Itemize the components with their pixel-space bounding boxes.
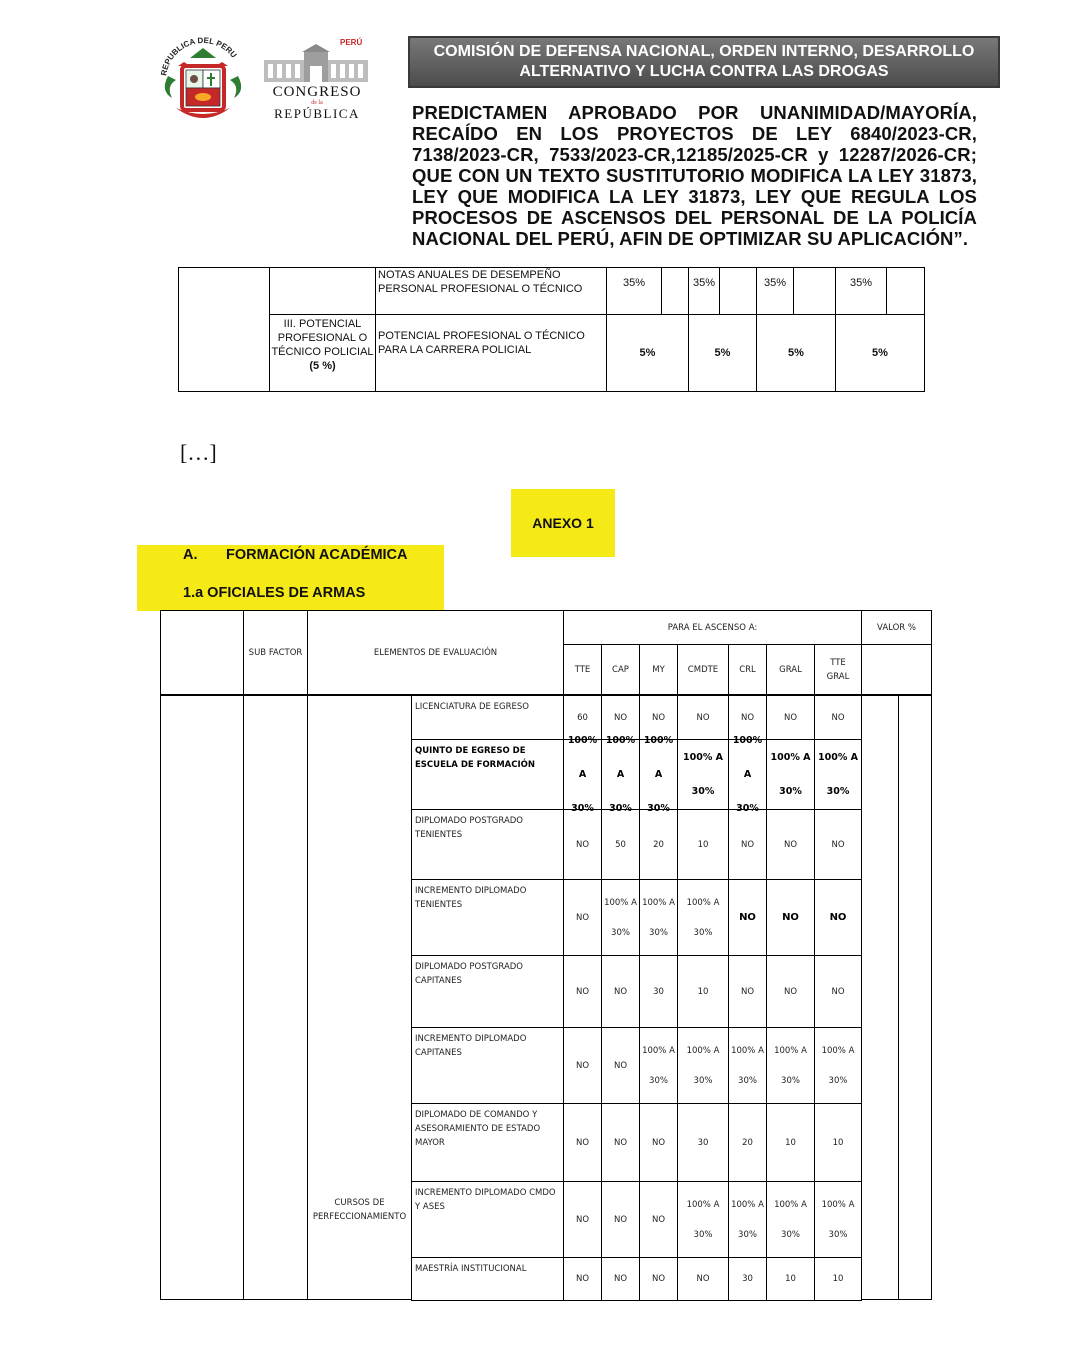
- row-value: 100% A 30%: [728, 1027, 767, 1104]
- row-value: NO: [814, 955, 862, 1028]
- table1-spacer: [661, 267, 689, 315]
- row-value: 100% A 30%: [639, 1027, 678, 1104]
- section-letter: A.: [183, 547, 198, 563]
- row-value: NO: [563, 1027, 602, 1104]
- table1-row1-value: 35%: [688, 267, 720, 315]
- row-value: NO: [601, 695, 640, 740]
- header-empty-cell: [160, 610, 244, 695]
- row-value: NO: [563, 1257, 602, 1301]
- row-value: 100% A 30%: [766, 1027, 815, 1104]
- row-value: 50: [601, 809, 640, 880]
- table1-empty-subfactor: [269, 267, 376, 315]
- row-value: 10: [766, 1103, 815, 1182]
- row-value: NO: [639, 1257, 678, 1301]
- table1-row2-value: 5%: [606, 314, 689, 392]
- row-value: NO: [601, 1181, 640, 1258]
- seal-text: REPUBLICA DEL PERU: [159, 36, 239, 77]
- row-value: 30: [728, 1257, 767, 1301]
- row-value: 60: [563, 695, 602, 740]
- row-value: NO: [601, 1103, 640, 1182]
- row-value: 100% A 30%: [766, 1181, 815, 1258]
- table1-row1-desc: NOTAS ANUALES DE DESEMPEÑO PERSONAL PROFESIONAL O TÉCNICO: [375, 267, 607, 315]
- row-value: NO: [639, 1181, 678, 1258]
- row-label: QUINTO DE EGRESO DE ESCUELA DE FORMACIÓN: [411, 739, 564, 810]
- row-value: 100% A 30%: [814, 1027, 862, 1104]
- logo-dela-text: de la: [311, 100, 323, 106]
- row-value: NO: [677, 1257, 729, 1301]
- row-value: 100% A 30%: [563, 739, 602, 810]
- row-value: NO: [814, 879, 862, 956]
- row-value: NO: [728, 879, 767, 956]
- table1-row1-value: 35%: [756, 267, 794, 315]
- section-heading-box: [137, 545, 444, 611]
- row-value: 10: [677, 955, 729, 1028]
- logo-republica-text: REPÚBLICA: [274, 106, 360, 121]
- congress-building-icon: [264, 42, 368, 84]
- row-label: DIPLOMADO POSTGRADO TENIENTES: [411, 809, 564, 880]
- table1-row2-value: 5%: [756, 314, 836, 392]
- group-label: CURSOS DE PERFECCIONAMIENTO: [312, 1198, 407, 1222]
- row-value: NO: [639, 695, 678, 740]
- row-label: LICENCIATURA DE EGRESO: [411, 695, 564, 740]
- row-value: NO: [601, 1027, 640, 1104]
- row-value: 100% A 30%: [677, 1181, 729, 1258]
- row-value: NO: [766, 695, 815, 740]
- row-value: 100% A 30%: [814, 1181, 862, 1258]
- row-value: NO: [728, 809, 767, 880]
- row-value: NO: [563, 1103, 602, 1182]
- row-value: 100% A 30%: [677, 739, 729, 810]
- valor-cell: [898, 695, 932, 1300]
- row-label: INCREMENTO DIPLOMADO CMDO Y ASES: [411, 1181, 564, 1258]
- row-value: NO: [677, 695, 729, 740]
- rank-header: TTE: [563, 644, 602, 695]
- row-value: 100% A 30%: [814, 739, 862, 810]
- table1-row1-value: 35%: [606, 267, 662, 315]
- table1-row2-value: 5%: [835, 314, 925, 392]
- rank-header: TTE GRAL: [814, 644, 862, 695]
- row-value: 10: [677, 809, 729, 880]
- rank-header: CRL: [728, 644, 767, 695]
- row-value: NO: [766, 955, 815, 1028]
- row-value: 10: [766, 1257, 815, 1301]
- row-label: INCREMENTO DIPLOMADO CAPITANES: [411, 1027, 564, 1104]
- row-value: 100% A 30%: [728, 1181, 767, 1258]
- table1-row2-subfactor-label: III. POTENCIAL PROFESIONAL O TÉCNICO POLICIAL: [271, 318, 374, 358]
- row-label: DIPLOMADO POSTGRADO CAPITANES: [411, 955, 564, 1028]
- table1-row2-value: 5%: [688, 314, 757, 392]
- table1-row1-value: 35%: [835, 267, 887, 315]
- header-para-ascenso: PARA EL ASCENSO A:: [563, 610, 862, 645]
- row-value: 100% A 30%: [728, 739, 767, 810]
- header-valor: VALOR %: [861, 610, 932, 645]
- body-empty-cell: [160, 695, 244, 1300]
- header-valor-empty: [861, 644, 932, 695]
- group-label-cell: [307, 695, 412, 1300]
- row-value: 100% A 30%: [766, 739, 815, 810]
- logo-congreso-text: CONGRESO: [272, 84, 362, 100]
- row-value: NO: [601, 1257, 640, 1301]
- table1-spacer: [719, 267, 757, 315]
- omission-marker: […]: [180, 440, 217, 465]
- row-value: NO: [814, 809, 862, 880]
- row-value: 10: [814, 1103, 862, 1182]
- row-value: 10: [814, 1257, 862, 1301]
- section-title: FORMACIÓN ACADÉMICA: [226, 547, 408, 563]
- row-value: NO: [728, 955, 767, 1028]
- row-value: NO: [766, 809, 815, 880]
- row-value: NO: [563, 955, 602, 1028]
- table1-row2-subfactor: [269, 314, 376, 392]
- row-value: NO: [766, 879, 815, 956]
- anexo-heading: ANEXO 1: [511, 489, 615, 557]
- row-value: 30: [677, 1103, 729, 1182]
- row-value: 20: [639, 809, 678, 880]
- header-elementos: ELEMENTOS DE EVALUACIÓN: [307, 610, 564, 695]
- row-value: NO: [728, 695, 767, 740]
- table1-spacer: [793, 267, 836, 315]
- commission-banner: COMISIÓN DE DEFENSA NACIONAL, ORDEN INTERNO, DESARROLLO ALTERNATIVO Y LUCHA CONTRA LAS DROGAS: [408, 36, 1000, 88]
- table1-row2-desc: POTENCIAL PROFESIONAL O TÉCNICO PARA LA CARRERA POLICIAL: [375, 314, 607, 392]
- document-title: PREDICTAMEN APROBADO POR UNANIMIDAD/MAYORÍA, RECAÍDO EN LOS PROYECTOS DE LEY 6840/2023-CR, 7138/2023-CR, 7533/2023-CR,12185/2025-CR y 12287/2026-CR; QUE CON UN TEXTO SUSTITUTORIO MODIFICA LA LEY 31873, LEY QUE MODIFICA LA LEY 31873, LEY QUE REGULA LOS PROCESOS DE ASCENSOS DEL PERSONAL DE LA POLICÍA NACIONAL DEL PERÚ, AFIN DE OPTIMIZAR SU APLICACIÓN”.: [412, 102, 977, 249]
- row-label: MAESTRÍA INSTITUCIONAL: [411, 1257, 564, 1301]
- header-subfactor: SUB FACTOR: [243, 610, 308, 695]
- section-subtitle: 1.a OFICIALES DE ARMAS: [183, 585, 366, 601]
- peru-coat-of-arms-seal: [156, 36, 250, 128]
- row-value: NO: [563, 879, 602, 956]
- row-value: 30: [639, 955, 678, 1028]
- table1-empty-cell: [178, 267, 270, 392]
- rank-header: CMDTE: [677, 644, 729, 695]
- rank-header: MY: [639, 644, 678, 695]
- row-value: NO: [639, 1103, 678, 1182]
- logo-peru-text: PERÚ: [340, 38, 363, 47]
- row-value: NO: [563, 809, 602, 880]
- table1-row2-subfactor-pct: (5 %): [309, 360, 336, 372]
- row-value: 100% A 30%: [601, 879, 640, 956]
- row-label: DIPLOMADO DE COMANDO Y ASESORAMIENTO DE ESTADO MAYOR: [411, 1103, 564, 1182]
- table1-spacer: [886, 267, 925, 315]
- row-value: NO: [814, 695, 862, 740]
- congreso-logo: [262, 38, 372, 120]
- row-label: INCREMENTO DIPLOMADO TENIENTES: [411, 879, 564, 956]
- valor-cell: [861, 695, 899, 1300]
- row-value: 100% A 30%: [639, 739, 678, 810]
- row-value: 100% A 30%: [677, 1027, 729, 1104]
- rank-header: CAP: [601, 644, 640, 695]
- rank-header: GRAL: [766, 644, 815, 695]
- row-value: 100% A 30%: [601, 739, 640, 810]
- row-value: 20: [728, 1103, 767, 1182]
- row-value: NO: [563, 1181, 602, 1258]
- row-value: 100% A 30%: [677, 879, 729, 956]
- row-value: 100% A 30%: [639, 879, 678, 956]
- body-subfactor-cell: [243, 695, 308, 1300]
- row-value: NO: [601, 955, 640, 1028]
